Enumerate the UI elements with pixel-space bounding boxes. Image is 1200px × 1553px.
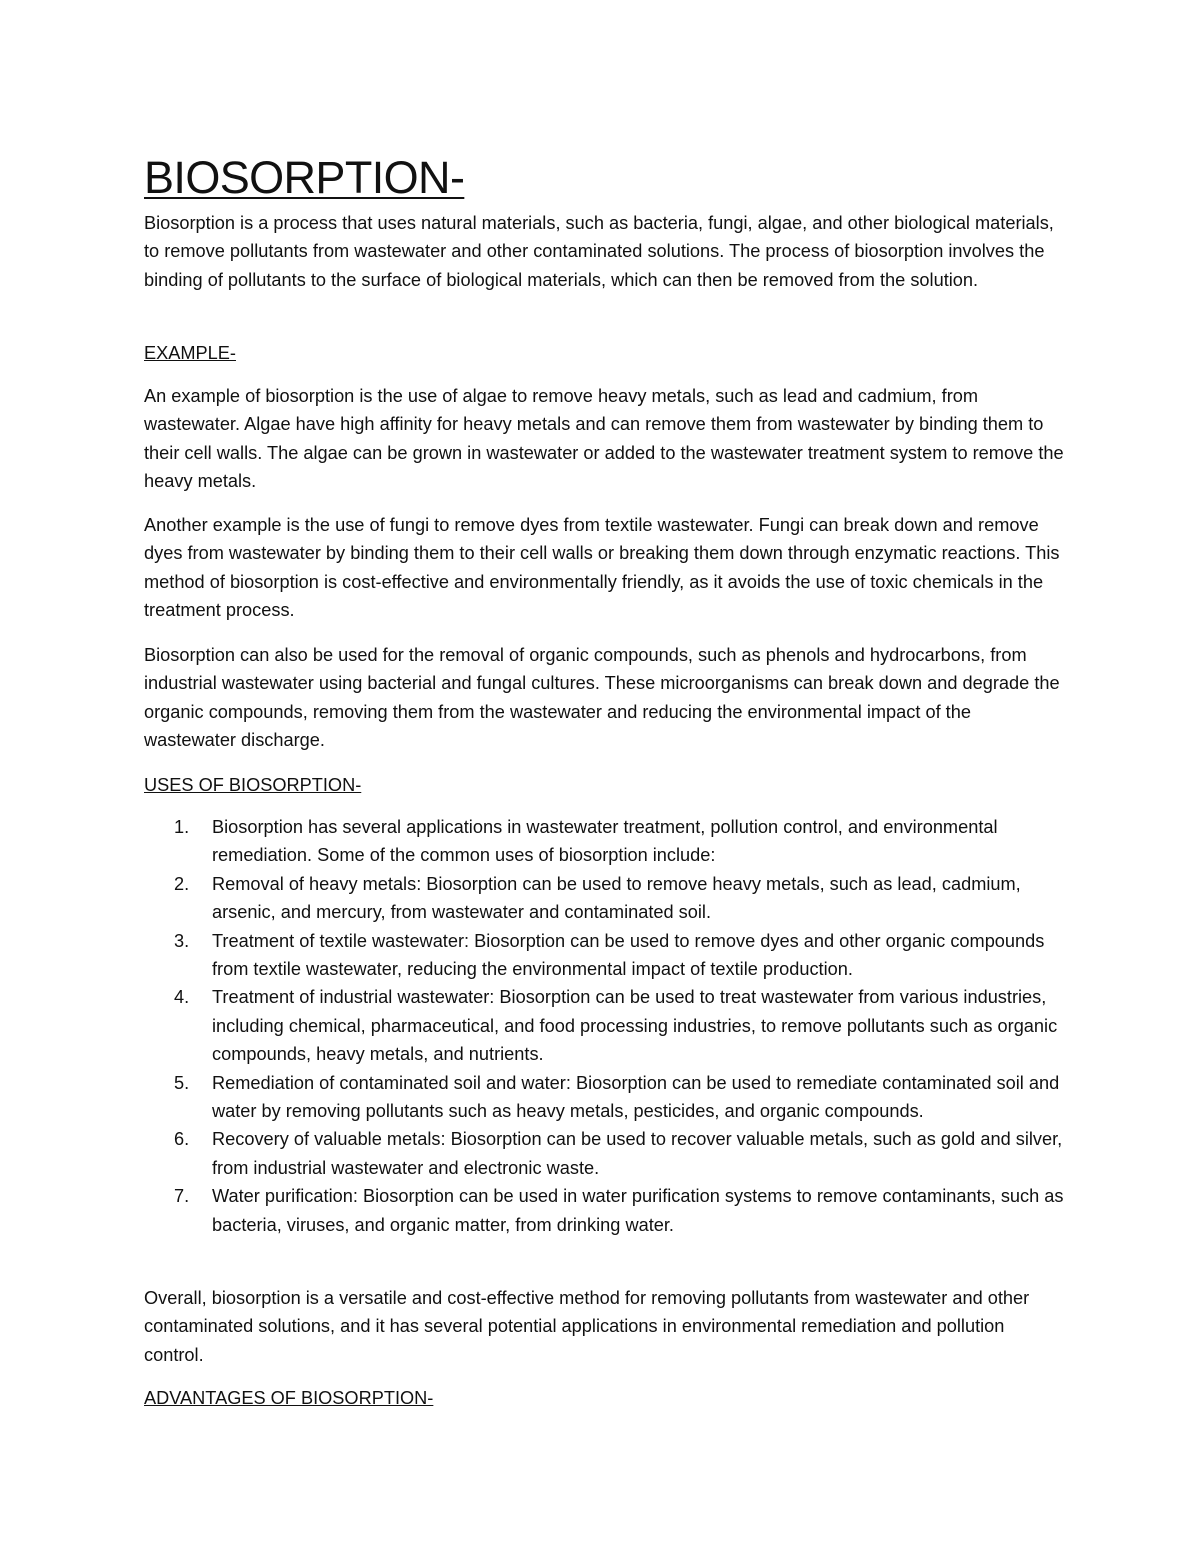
list-item: [144, 1069, 1064, 1126]
list-item-number: 4.: [174, 987, 190, 1008]
list-item-number: 6.: [174, 1129, 190, 1150]
list-item: [144, 870, 1064, 927]
list-item-text: Water purification: Biosorption can be used in water purification systems to remove contaminants, such as bacteria, viruses, and organic matter, from drinking water.: [212, 1186, 1064, 1235]
uses-list: [144, 813, 1064, 1239]
list-item-text: Treatment of industrial wastewater: Biosorption can be used to treat wastewater from various industries, including chemical, pharmaceutical, and food processing industries, to remove pollutants such as organic compounds, heavy metals, and nutrients.: [212, 987, 1058, 1065]
example-heading: EXAMPLE-: [144, 343, 236, 363]
list-item-number: 5.: [174, 1072, 190, 1093]
overall-paragraph: Overall, biosorption is a versatile and cost-effective method for removing pollutants from wastewater and other contaminated solutions, and it has several potential applications in environmental remediation and pollution control.: [144, 1288, 1030, 1365]
example-paragraph-3: Biosorption can also be used for the removal of organic compounds, such as phenols and hydrocarbons, from industrial wastewater using bacterial and fungal cultures. These microorganisms can break down and degrade the organic compounds, removing them from the wastewater and reducing the environmental impact of the wastewater discharge.: [144, 645, 1060, 751]
example-paragraph-1: An example of biosorption is the use of algae to remove heavy metals, such as lead and cadmium, from wastewater. Algae have high affinity for heavy metals and can remove them from wastewater by binding them to their cell walls. The algae can be grown in wastewater or added to the wastewater treatment system to remove the heavy metals.: [144, 386, 1064, 492]
example-paragraph-2: Another example is the use of fungi to remove dyes from textile wastewater. Fungi can break down and remove dyes from wastewater by binding them to their cell walls or breaking them down through enzymatic reactions. This method of biosorption is cost-effective and environmentally friendly, as it avoids the use of toxic chemicals in the treatment process.: [144, 515, 1060, 621]
list-item-text: Remediation of contaminated soil and water: Biosorption can be used to remediate contaminated soil and water by removing pollutants such as heavy metals, pesticides, and organic compounds.: [212, 1072, 1060, 1122]
list-item-text: Biosorption has several applications in wastewater treatment, pollution control, and environmental remediation. Some of the common uses of biosorption include:: [212, 817, 998, 866]
list-item-text: Treatment of textile wastewater: Biosorption can be used to remove dyes and other organic compounds from textile wastewater, reducing the environmental impact of textile production.: [212, 930, 1045, 980]
uses-heading: USES OF BIOSORPTION-: [144, 775, 362, 795]
list-item: [144, 983, 1064, 1068]
advantages-heading: ADVANTAGES OF BIOSORPTION-: [144, 1388, 434, 1408]
list-item: [144, 927, 1064, 984]
list-item: [144, 813, 1064, 870]
list-item-number: 2.: [174, 873, 190, 894]
list-item: [144, 1182, 1064, 1239]
intro-paragraph: Biosorption is a process that uses natural materials, such as bacteria, fungi, algae, and other biological materials, to remove pollutants from wastewater and other contaminated solutions. The process of biosorption involves the binding of pollutants to the surface of biological materials, which can then be removed from the solution.: [144, 213, 1054, 290]
list-item: [144, 1125, 1064, 1182]
document-title: BIOSORPTION-: [144, 152, 465, 203]
list-item-number: 3.: [174, 930, 190, 951]
list-item-number: 1.: [174, 817, 190, 837]
list-item-text: Recovery of valuable metals: Biosorption can be used to recover valuable metals, such as gold and silver, from industrial wastewater and electronic waste.: [212, 1129, 1063, 1178]
list-item-text: Removal of heavy metals: Biosorption can be used to remove heavy metals, such as lead, cadmium, arsenic, and mercury, from wastewater and contaminated soil.: [212, 873, 1021, 923]
list-item-number: 7.: [174, 1186, 190, 1207]
